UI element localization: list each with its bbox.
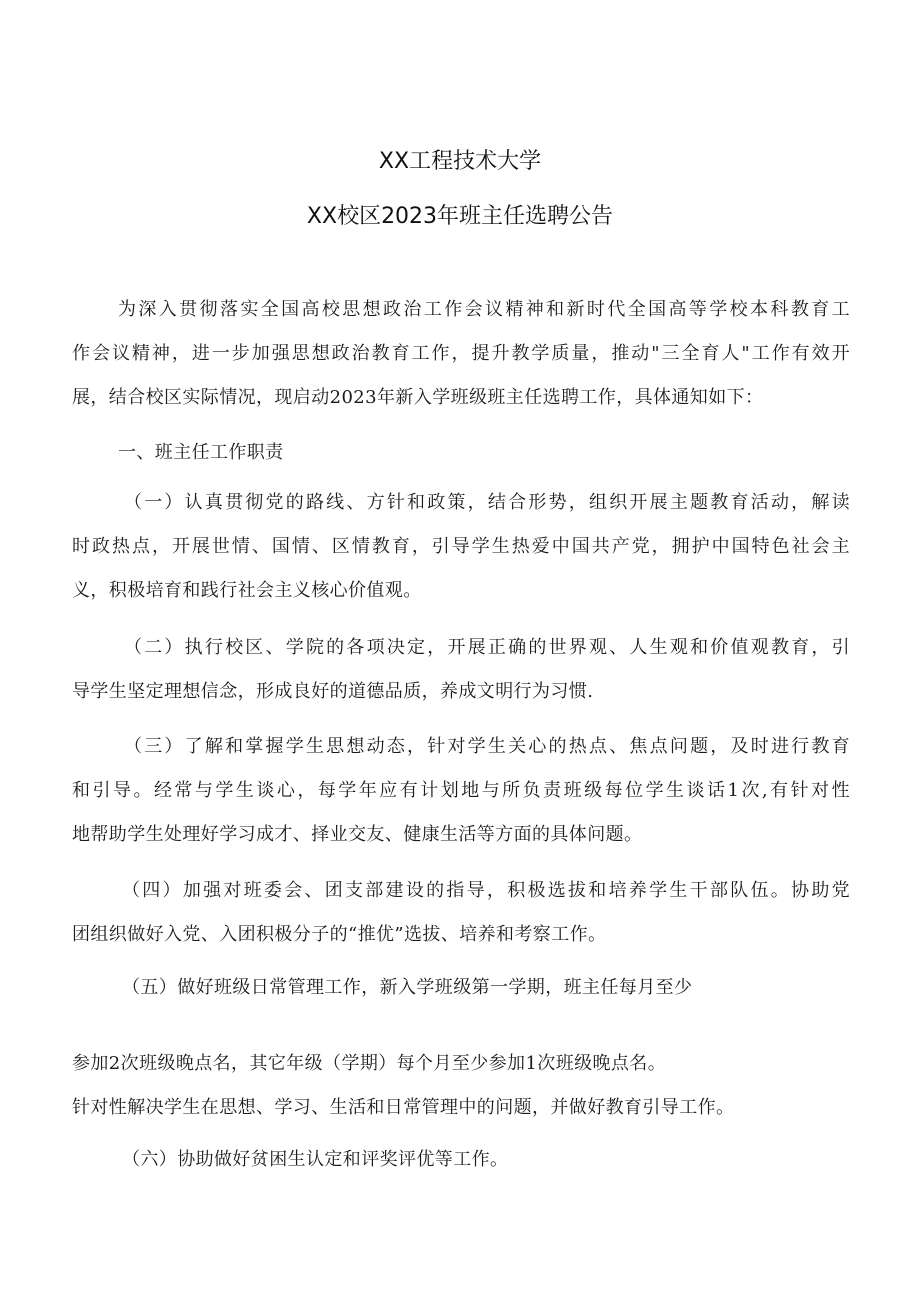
- item3-line-3: 地帮助学生处理好学习成才、择业交友、健康生活等方面的具体问题。: [72, 824, 643, 845]
- item6-line-1: （六）协助做好贫困生认定和评奖评优等工作。: [122, 1149, 509, 1170]
- duty-item-1: [72, 481, 850, 613]
- duty-item-2: [72, 626, 850, 714]
- item1-line-3: 义，积极培育和践行社会主义核心价值观。: [72, 580, 422, 601]
- intro-paragraph: [72, 288, 850, 420]
- item4-line-2: 团组织做好入党、入团积极分子的“推优”选拔、培养和考察工作。: [72, 924, 607, 945]
- duty-item-3: [72, 725, 850, 857]
- section-heading: [72, 431, 850, 475]
- item5-line-3: 针对性解决学生在思想、学习、生活和日常管理中的问题，并做好教育引导工作。: [72, 1097, 735, 1118]
- university-title: XX工程技术大学: [378, 149, 542, 174]
- item5-line-2: 参加2次班级晚点名，其它年级（学期）每个月至少参加1次班级晚点名。: [72, 1053, 667, 1074]
- item3-line-2: 和引导。经常与学生谈心，每学年应有计划地与所负责班级每位学生谈话1次,有针对性: [72, 780, 850, 801]
- item2-line-2: 导学生坚定理想信念，形成良好的道德品质，养成文明行为习惯.: [72, 681, 594, 702]
- intro-line-2: 作会议精神，进一步加强思想政治教育工作，提升教学质量，推动"三全育人"工作有效开: [72, 343, 850, 364]
- intro-line-3: 展，结合校区实际情况，现启动2023年新入学班级班主任选聘工作，具体通知如下：: [72, 387, 764, 408]
- duty-item-6: [72, 1138, 850, 1182]
- intro-line-1: 为深入贯彻落实全国高校思想政治工作会议精神和新时代全国高等学校本科教育工: [118, 299, 850, 320]
- section1-heading: 一、班主任工作职责: [118, 442, 284, 463]
- item1-line-1: （一）认真贯彻党的路线、方针和政策，结合形势，组织开展主题教育活动，解读: [124, 492, 850, 513]
- duty-item-5: [72, 966, 850, 1010]
- item5-line-1: （五）做好班级日常管理工作，新入学班级第一学期，班主任每月至少: [122, 977, 693, 998]
- duty-item-5-continued: [72, 1042, 850, 1130]
- item2-line-1: （二）执行校区、学院的各项决定，开展正确的世界观、人生观和价值观教育，引: [124, 637, 850, 658]
- item4-line-1: （四）加强对班委会、团支部建设的指导，积极选拔和培养学生干部队伍。协助党: [122, 880, 850, 901]
- duty-item-4: [72, 869, 850, 957]
- item3-line-1: （三）了解和掌握学生思想动态，针对学生关心的热点、焦点问题，及时进行教育: [124, 736, 850, 757]
- announcement-title: XX校区2023年班主任选聘公告: [306, 204, 614, 229]
- item1-line-2: 时政热点，开展世情、国情、区情教育，引导学生热爱中国共产党，拥护中国特色社会主: [72, 536, 850, 557]
